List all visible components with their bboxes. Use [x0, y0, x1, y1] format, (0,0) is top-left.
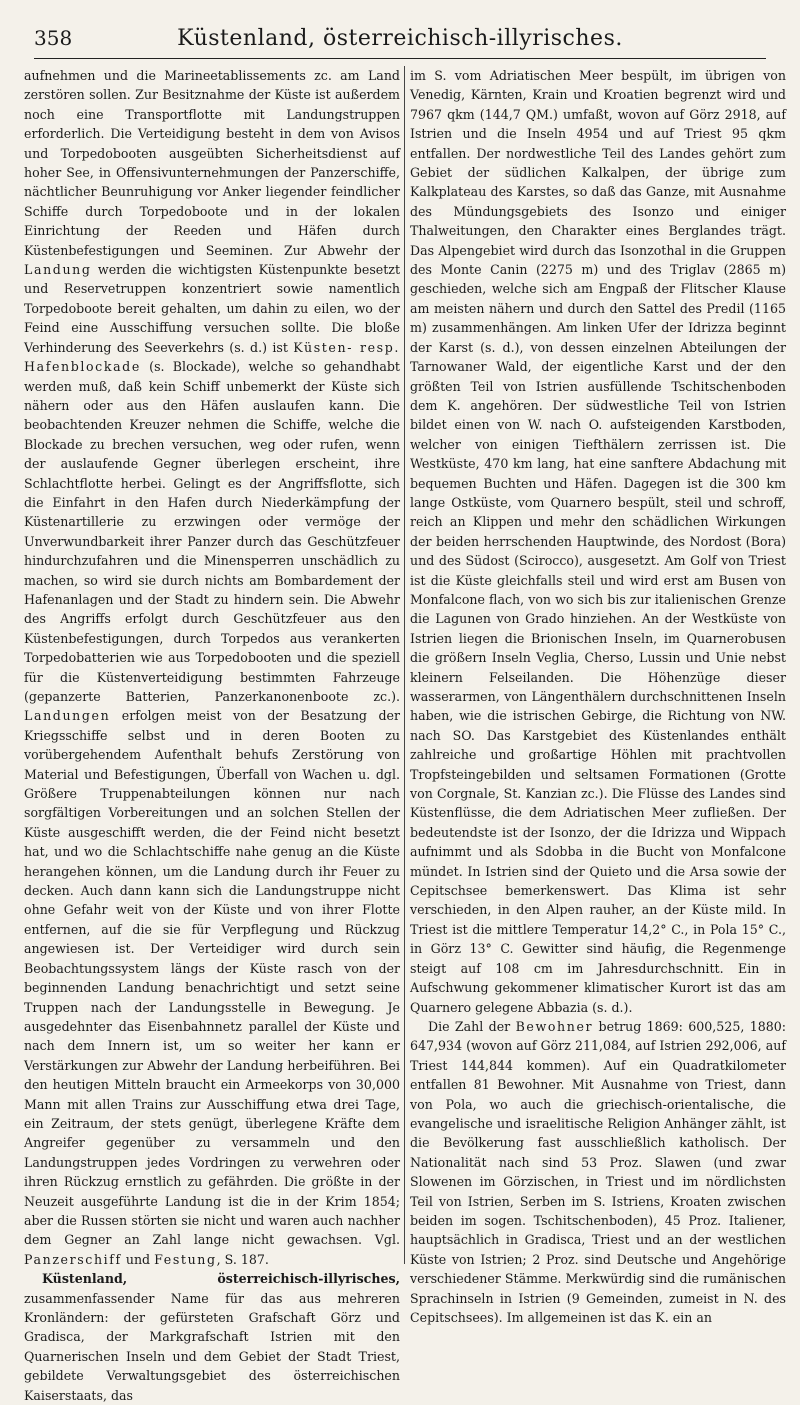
column-divider [404, 66, 405, 1264]
text-run: im S. vom Adriatischen Meer bespült, im übrigen von Venedig, Kärnten, Krain und Kroatien begrenzt wird und 7967 qkm (144,7 QM.) umfaßt, wovon auf Görz 2918, auf Istrien und die Inseln 4954 und auf Triest 95 qkm entfallen. Der nordwestliche Teil des Landes gehört zum Gebiet der südlichen Kalkalpen, der übrige zum Kalkplateau des Karstes, so daß das Ganze, mit Ausnahme des Mündungsgebiets des Isonzo und einiger Thalweitungen, den Charakter eines Berglandes trägt. Das Alpengebiet wird durch das Isonzothal in die Gruppen des Monte Canin (2275 m) und des Triglav (2865 m) geschieden, welche sich am Engpaß der Flitscher Klause am meisten nähern und durch den Sattel des Predil (1165 m) zusammenhängen. Am linken Ufer der Idrizza beginnt der Karst (s. d.), von dessen einzelnen Abteilungen der Tarnowaner Wald, der eigentliche Karst und der den größten Teil von Istrien ausfüllende Tschitschenboden dem K. angehören. Der südwestliche Teil von Istrien bildet einen von W. nach O. aufsteigenden Karstboden, welcher von einigen Tiefthälern zerrissen ist. Die Westküste, 470 km lang, hat eine sanftere Abdachung mit bequemen Buchten und Häfen. Dagegen ist die 300 km lange Ostküste, vom Quarnero bespült, steil und schroff, reich an Klippen und mehr den schädlichen Wirkungen der beiden herrschenden Hauptwinde, des Nordost (Bora) und des Südost (Scirocco), ausgesetzt. Am Golf von Triest ist die Küste gleichfalls steil und wird erst am Busen von Monfalcone flach, von wo sich bis zur italienischen Grenze die Lagunen von Grado hinziehen. An der Westküste von Istrien liegen die Brionischen Inseln, im Quarnerobusen die größern Inseln Veglia, Cherso, Lussin und Unie nebst kleinern Felseilanden. Die Höhenzüge dieser wasserarmen, von Längenthälern durchschnittenen Inseln haben, wie die istrischen Gebirge, die Richtung von NW. nach SO. Das Karstgebiet des Küstenlandes enthält zahlreiche und großartige Höhlen mit prachtvollen Tropfsteingebilden und seltsamen Formationen (Grotte von Corgnale, St. Kanzian zc.). Die Flüsse des Landes sind Küstenflüsse, die dem Adriatischen Meer zufließen. Der bedeutendste ist der Isonzo, der die Idrizza und Wippach aufnimmt und als Sdobba in die Bucht von Monfalcone mündet. In Istrien sind der Quieto und die Arsa sowie der Cepitschsee bemerkenswert. Das Klima ist sehr verschieden, in den Alpen rauher, an der Küste mild. In Triest ist die mittlere Temperatur 14,2° C., in Pola 15° C., in Görz 13° C. Gewitter sind häufig, die Regenmenge steigt auf 108 cm im Jahresdurchschnitt. Ein in Aufschwung gekommener klimatischer Kurort ist das am Quarnero gelegene Abbazia (s. d.). [410, 68, 786, 1015]
article-kuestenkrieg-continued [24, 66, 400, 1269]
text-run: zusammenfassender Name für das aus mehreren Kronländern: der gefürsteten Grafschaft Görz und Gradisca, der Markgrafschaft Istrien mit den Quarnerischen Inseln und dem Gebiet der Stadt Triest, gebildete Verwaltungsgebiet des österreichischen Kaiserstaats, das [24, 1290, 400, 1403]
running-title: Küstenland, österreichisch-illyrisches. [177, 25, 623, 51]
spaced-term: Landungen [24, 708, 111, 724]
text-run: und [125, 1251, 151, 1267]
paragraph-geography [410, 66, 786, 1017]
article-kuestenland [24, 1269, 400, 1405]
spaced-term: Küsten- resp. Hafenblockade [24, 339, 400, 375]
text-run: Die Zahl der [428, 1018, 511, 1034]
spaced-term: Bewohner [515, 1018, 594, 1034]
text-run: erfolgen meist von der Besatzung der Kriegsschiffe selbst und in deren Booten zu vorübergehendem Aufenthalt behufs Zerstörung von Material und Befestigungen, Überfall von Wachen u. dgl. Größere Truppenabteilungen können nur nach sorgfältigen Vorbereitungen und an solchen Stellen der Küste ausgeschifft werden, die der Feind nicht besetzt hat, und wo die Schlachtschiffe nahe genug an die Küste herangehen können, um die Landung durch ihr Feuer zu decken. Auch dann kann sich die Landungstruppe nicht ohne Gefahr weit von der Küste und von ihrer Flotte entfernen, auf die sie für Verpflegung und Rückzug angewiesen ist. Der Verteidiger wird durch sein Beobachtungssystem längs der Küste rasch von der beginnenden Landung benachrichtigt und setzt seine Truppen nach der Landungsstelle in Bewegung. Je ausgedehnter das Eisenbahnnetz parallel der Küste und nach dem Innern ist, um so weiter her kann er Verstärkungen zur Abwehr der Landung herbeiführen. Bei den heutigen Mitteln braucht ein Armeekorps von 30,000 Mann mit allen Trains zur Ausschiffung etwa drei Tage, ein Zeitraum, der stets genügt, überlegene Kräfte dem Angreifer gegenüber zu versammeln und den Landungstruppen jedes Vordringen zu verwehren oder ihren Rückzug ernstlich zu gefährden. Die größte in der Neuzeit ausgeführte Landung ist die in der Krim 1854; aber die Russen störten sie nicht und waren auch nachher dem Gegner an Zahl lange nicht gewachsen. Vgl. [24, 708, 400, 1248]
page-number: 358 [34, 26, 73, 50]
paragraph-population [410, 1017, 786, 1328]
text-run: (s. Blockade), welche so gehandhabt werden muß, daß kein Schiff unbemerkt der Küste sich nähern oder aus den Häfen auslaufen kann. Die beobachtenden Kreuzer nehmen die Schiffe, welche die Blockade zu brechen versuchen, weg oder rufen, wenn der auslaufende Gegner überlegen erscheint, ihre Schlachtflotte herbei. Gelingt es der Angriffsflotte, sich die Einfahrt in den Hafen durch Niederkämpfung der Küstenartillerie zu erzwingen oder vermöge der Unverwundbarkeit ihrer Panzer durch das Geschützfeuer hindurchzufahren und die Minensperren unschädlich zu machen, so wird sie durch nichts am Bombardement der Hafenanlagen und der Stadt zu hindern sein. Die Abwehr des Angriffs erfolgt durch Geschützfeuer aus den Küstenbefestigungen, durch Torpedos aus verankerten Torpedobatterien wie aus Torpedobooten und die speziell für die Küstenverteidigung bestimmten Fahrzeuge (gepanzerte Batterien, Panzerkanonenboote zc.). [24, 359, 400, 704]
text-run: aufnehmen und die Marineetablissements zc. am Land zerstören sollen. Zur Besitznahme der Küste ist außerdem noch eine Transportflotte mit Landungstruppen erforderlich. Die Verteidigung besteht in dem von Avisos und Torpedobooten ausgeübten Sicherheitsdienst auf hoher See, in Offensivunternehmungen der Panzerschiffe, nächtlicher Beunruhigung vor Anker liegender feindlicher Schiffe durch Torpedoboote und in der lokalen Einrichtung der Reeden und Häfen durch Küstenbefestigungen und Seeminen. Zur Abwehr der [24, 68, 400, 258]
text-run: , S. 187. [216, 1251, 269, 1267]
cross-reference: Panzerschiff [24, 1251, 122, 1267]
entry-headword: Küstenland, österreichisch-illyrisches, [42, 1271, 400, 1287]
right-column [410, 66, 786, 1325]
page-header [34, 18, 766, 59]
text-run: betrug 1869: 600,525, 1880: 647,934 (wovon auf Görz 211,084, auf Istrien 292,006, auf Triest 144,844 kommen). Auf ein Quadratkilometer entfallen 81 Bewohner. Mit Ausnahme von Triest, dann von Pola, wo auch die griechisch-orientalische, die evangelische und israelitische Religion Anhänger zählt, ist die Bevölkerung fast ausschließlich katholisch. Der Nationalität nach sind 53 Proz. Slawen (und zwar Slowenen im Görzischen, in Triest und im nördlichsten Teil von Istrien, Serben im S. Istriens, Kroaten zwischen beiden im sogen. Tschitschenboden), 45 Proz. Italiener, hauptsächlich in Gradisca, Triest und an der westlichen Küste von Istrien; 2 Proz. sind Deutsche und Angehörige verschiedener Stämme. Merkwürdig sind die rumänischen Sprachinseln in Istrien (9 Gemeinden, zumeist in N. des Cepitschsees). Im allgemeinen ist das K. ein an [410, 1018, 786, 1325]
left-column [24, 66, 400, 1403]
cross-reference: Festung [154, 1251, 217, 1267]
spaced-term: Landung [24, 262, 92, 278]
text-run: werden die wichtigsten Küstenpunkte besetzt und Reservetruppen konzentriert sowie namentlich Torpedoboote bereit gehalten, um dahin zu eilen, wo der Feind eine Ausschiffung versuchen sollte. Die bloße Verhinderung des Seeverkehrs (s. d.) ist [24, 262, 400, 355]
